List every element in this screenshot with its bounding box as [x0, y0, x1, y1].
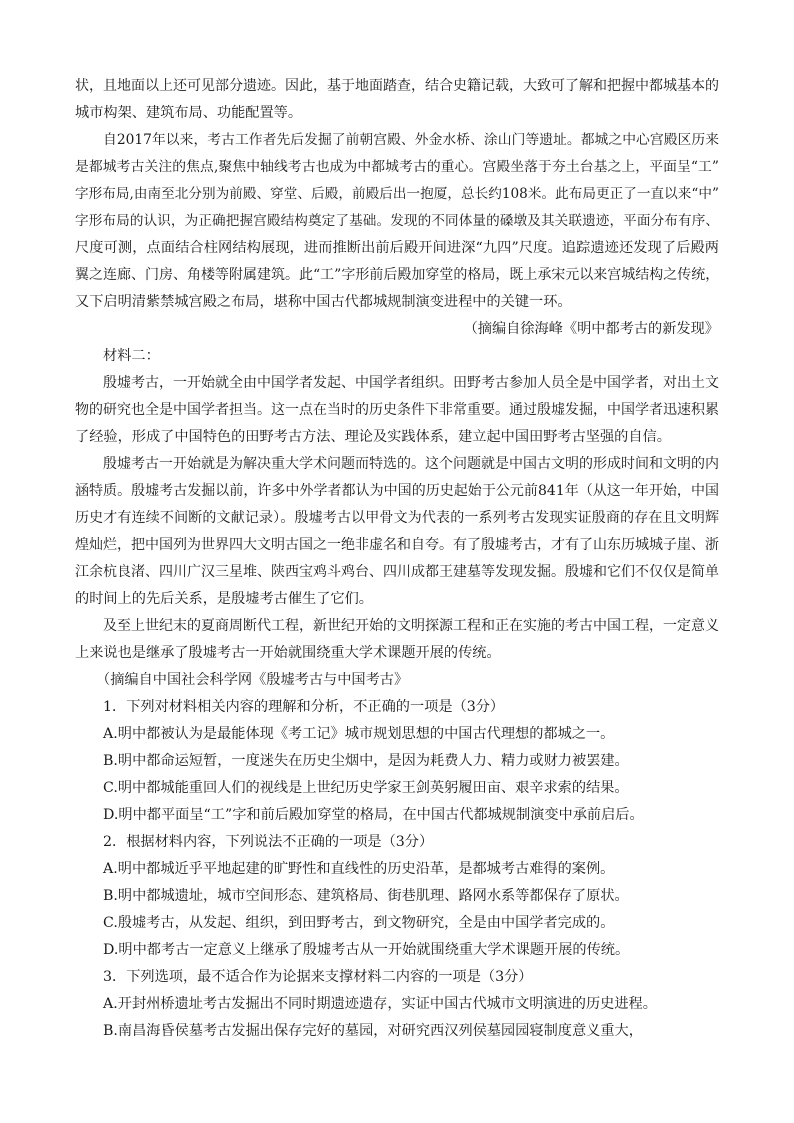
paragraph-line: 翼之连廊、门房、角楼等附属建筑。此“工”字形前后殿加穿堂的格局，既上承宋元以来宫城结构之传统，	[75, 267, 720, 283]
source-citation: （摘编自徐海峰《明中都考古的新发现》	[463, 321, 719, 337]
option-d: D.明中都考古一定意义上继承了殷墟考古从一开始就围绕重大学术课题开展的传统。	[103, 942, 630, 958]
paragraph-line: 又下启明清紫禁城宫殿之布局，堪称中国古代都城规制演变进程中的关键一环。	[75, 294, 572, 310]
paragraph-line: 自2017年以来，考古工作者先后发掘了前朝宫殿、外金水桥、涂山门等遗址。都城之中心宫殿区历来	[103, 132, 719, 148]
option-b: B.明中都命运短暂，一度迷失在历史尘烟中，是因为耗费人力、精力或财力被罢建。	[103, 753, 629, 769]
paragraph-line: 了经验，形成了中国特色的田野考古方法、理论及实践体系，建立起中国田野考古坚强的自信。	[75, 429, 671, 445]
option-c: C.殷墟考古，从发起、组织，到田野考古，到文物研究，全是由中国学者完成的。	[103, 915, 615, 931]
paragraph-line: 历史才有连续不间断的文献记录）。殷墟考古以甲骨文为代表的一系列考古发现实证殷商的存在且文明辉	[75, 510, 719, 526]
paragraph-line: 涵特质。殷墟考古发掘以前，许多中外学者都认为中国的历史起始于公元前841年（从这一年开始，中国	[75, 483, 719, 499]
option-a: A.明中都城近乎平地起建的旷野性和直线性的历史沿革，是都城考古难得的案例。	[103, 861, 615, 877]
question-stem: 1．下列对材料相关内容的理解和分析，不正确的一项是（3分）	[103, 699, 505, 715]
option-c: C.明中都城能重回人们的视线是上世纪历史学家王剑英躬履田亩、艰辛求索的结果。	[103, 780, 629, 796]
option-a: A.明中都被认为是最能体现《考工记》城市规划思想的中国古代理想的都城之一。	[103, 726, 615, 742]
paragraph-line: 尺度可测，点面结合柱网结构展现，进而推断出前后殿开间进深“九四”尺度。追踪遗迹还发现了后殿两	[75, 240, 719, 256]
question-stem: 2．根据材料内容，下列说法不正确的一项是（3分）	[103, 834, 434, 850]
paragraph-line: 物的研究也全是中国学者担当。这一点在当时的历史条件下非常重要。通过殷墟发掘，中国学者迅速积累	[75, 402, 719, 418]
paragraph-line: 字形布局的认识，为正确把握宫殿结构奠定了基础。发现的不同体量的磉墩及其关联遗迹，平面分布有序、	[75, 213, 719, 229]
paragraph-line: 字形布局,由南至北分别为前殿、穿堂、后殿，前殿后出一抱厦，总长约108米。此布局更正了一直以来“中”	[75, 186, 719, 202]
paragraph-line: 江余杭良渚、四川广汉三星堆、陕西宝鸡斗鸡台、四川成都王建墓等发现发掘。殷墟和它们不仅仅是简单	[75, 564, 719, 580]
paragraph-line: 煌灿烂，把中国列为世界四大文明古国之一绝非虚名和自夸。有了殷墟考古，才有了山东历城城子崖、浙	[75, 537, 719, 553]
paragraph-line: 殷墟考古，一开始就全由中国学者发起、中国学者组织。田野考古参加人员全是中国学者，对出土文	[103, 375, 719, 391]
option-d: D.明中都平面呈“工”字和前后殿加穿堂的格局，在中国古代都城规制演变中承前启后。	[103, 807, 644, 823]
paragraph-line: 上来说也是继承了殷墟考古一开始就围绕重大学术课题开展的传统。	[75, 645, 501, 661]
option-b: B.南昌海昏侯墓考古发掘出保存完好的墓园，对研究西汉列侯墓园园寝制度意义重大，	[103, 1023, 643, 1039]
paragraph-line: 殷墟考古一开始就是为解决重大学术问题而特选的。这个问题就是中国古文明的形成时间和文明的内	[103, 456, 719, 472]
paragraph-line: 及至上世纪末的夏商周断代工程，新世纪开始的文明探源工程和正在实施的考古中国工程，一定意义	[103, 618, 719, 634]
paragraph-line: 状，且地面以上还可见部分遗迹。因此，基于地面踏查，结合史籍记载，大致可了解和把握中都城基本的	[75, 78, 719, 94]
section-heading: 材料二：	[103, 348, 160, 364]
option-b: B.明中都城遗址，城市空间形态、建筑格局、街巷肌理、路网水系等都保存了原状。	[103, 888, 629, 904]
source-citation: （摘编自中国社会科学网《殷墟考古与中国考古》	[96, 672, 409, 688]
paragraph-line: 城市构架、建筑布局、功能配置等。	[75, 105, 303, 121]
question-stem: 3．下列选项，最不适合作为论据来支撑材料二内容的一项是（3分）	[103, 969, 533, 985]
paragraph-line: 的时间上的先后关系，是殷墟考古催生了它们。	[75, 591, 373, 607]
paragraph-line: 是都城考古关注的焦点,聚焦中轴线考古也成为中都城考古的重心。宫殿坐落于夯土台基之上，平面呈“工”	[75, 159, 719, 175]
option-a: A.开封州桥遗址考古发掘出不同时期遗迹遗存，实证中国古代城市文明演进的历史进程。	[103, 996, 657, 1012]
